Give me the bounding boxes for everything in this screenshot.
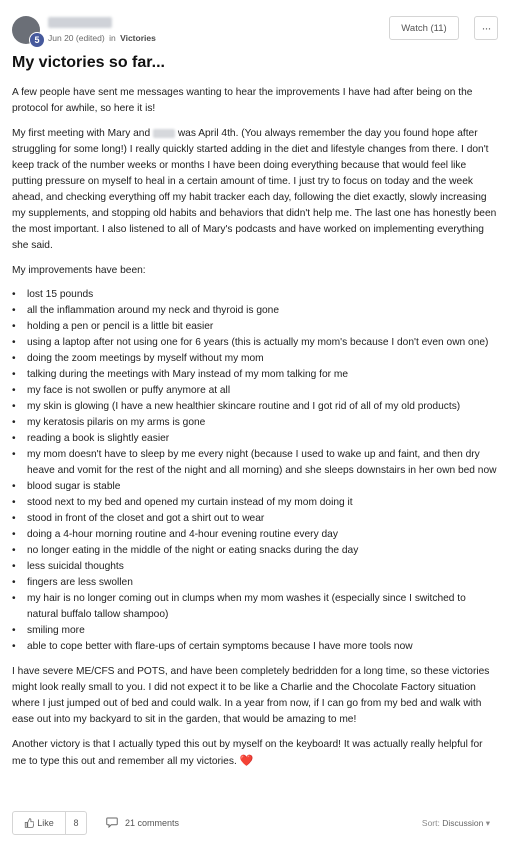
post-footer — [12, 811, 498, 837]
list-item: • fingers are less swollen — [12, 575, 498, 591]
like-count: 8 — [73, 818, 79, 828]
list-item: • holding a pen or pencil is a little bit easier — [12, 319, 498, 335]
like-label: Like — [37, 818, 54, 828]
list-item: • my face is not swollen or puffy anymore at all — [12, 383, 498, 399]
comments-link[interactable] — [106, 817, 179, 828]
author-name-redacted[interactable] — [48, 17, 112, 28]
paragraph-meeting — [12, 126, 498, 254]
heart-icon: ❤️ — [239, 755, 254, 767]
list-item: • less suicidal thoughts — [12, 559, 498, 575]
list-item: • my hair is no longer coming out in clumps when my mom washes it (especially since I switched to natural buffalo tallow shampoo) — [12, 591, 498, 623]
list-item: • no longer eating in the middle of the night or eating snacks during the day — [12, 543, 498, 559]
list-item: • my keratosis pilaris on my arms is gone — [12, 415, 498, 431]
list-item: • able to cope better with flare-ups of certain symptoms because I have more tools now — [12, 639, 498, 655]
paragraph-meeting-part-b: was April 4th. (You always remember the day you found hope after struggling for some long!) I really quickly started adding in the diet and lifestyle changes from there. I don't keep track of the number weeks or months I have been doing everything because that would feel like putting pressure on myself to heal in a certain amount of time. I just try to focus on today and the week ahead, and checking everything off my habit tracker each day, following the diet exactly, slowly increasing my supplements, and stopping old habits and behaviors that didn't help me. The last one has honestly been the most important. I also listened to all of Mary's podcasts and have worked on implementing everything she said. — [12, 128, 497, 251]
list-item: • stood in front of the closet and got a shirt out to wear — [12, 511, 498, 527]
list-item: • stood next to my bed and opened my curtain instead of my mom doing it — [12, 495, 498, 511]
paragraph-severe: I have severe ME/CFS and POTS, and have been completely bedridden for a long time, so these victories might look really small to you. I did not expect it to be like a Charlie and the Chocolate Factory situation where I just jumped out of bed and could walk. In a year from now, if I can go from my bed and walk with ease out into my backyard to sit in the garden, that would be amazing to me! — [12, 666, 490, 725]
list-item: • talking during the meetings with Mary instead of my mom talking for me — [12, 367, 498, 383]
list-item: • doing a 4-hour morning routine and 4-hour evening routine every day — [12, 527, 498, 543]
ellipsis-icon: ··· — [481, 21, 491, 35]
post-meta — [48, 33, 156, 43]
list-heading: My improvements have been: — [12, 265, 146, 276]
redacted-name — [153, 129, 175, 138]
list-item: • my skin is glowing (I have a new healthier skincare routine and I got rid of all of my old products) — [12, 399, 498, 415]
level-badge: 5 — [29, 32, 45, 48]
paragraph-intro: A few people have sent me messages wanting to hear the improvements I have had after being on the protocol for awhile, so here it is! — [12, 87, 473, 114]
comments-count-label: 21 comments — [125, 817, 180, 828]
paragraph-typed — [12, 737, 498, 770]
list-item: • smiling more — [12, 623, 498, 639]
thumbs-up-icon — [24, 818, 34, 828]
post-date: Jun 20 (edited) — [48, 33, 105, 43]
paragraph-typed-text: Another victory is that I actually typed this out by myself on the keyboard! It was actually really helpful for me to type this out and remember all my victories. — [12, 739, 483, 767]
like-button-group — [12, 811, 87, 835]
like-button[interactable] — [13, 812, 66, 834]
watch-button[interactable]: Watch (11) — [389, 16, 459, 40]
sort-dropdown[interactable] — [422, 818, 490, 829]
post-body — [12, 85, 498, 770]
list-item: • using a laptop after not using one for 6 years (this is actually my mom's because I don't even own one) — [12, 335, 498, 351]
post-header — [12, 16, 498, 50]
list-item: • my mom doesn't have to sleep by me every night (because I used to wake up and faint, and then dry heave and vomit for the rest of the night and all morning) and she sleeps downstairs in her own bed now — [12, 447, 498, 479]
list-item: • blood sugar is stable — [12, 479, 498, 495]
list-item: • lost 15 pounds — [12, 287, 498, 303]
sort-value: Discussion — [442, 818, 484, 828]
sort-label: Sort: — [421, 818, 440, 828]
list-item: • doing the zoom meetings by myself without my mom — [12, 351, 498, 367]
list-item: • all the inflammation around my neck and thyroid is gone — [12, 303, 498, 319]
more-options-button[interactable] — [474, 16, 498, 40]
chevron-down-icon: ▾ — [485, 818, 490, 828]
post-category-link[interactable]: Victories — [120, 33, 156, 43]
post-in-label: in — [109, 33, 116, 43]
list-item: • reading a book is slightly easier — [12, 431, 498, 447]
comment-icon — [106, 817, 118, 828]
post-title: My victories so far... — [12, 54, 165, 71]
improvements-list — [12, 287, 498, 655]
paragraph-meeting-part-a: My first meeting with Mary and — [12, 128, 151, 139]
